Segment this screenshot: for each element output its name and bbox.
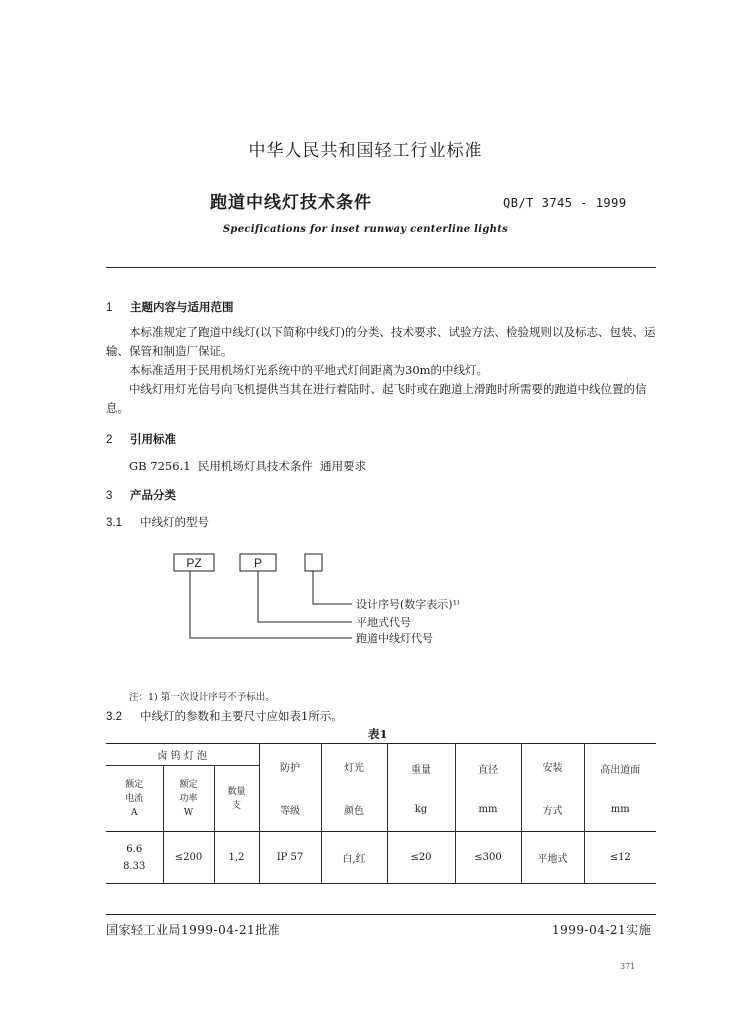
cell-rated-current-2: 8.33 — [123, 860, 146, 872]
cell-quantity: 1,2 — [214, 832, 259, 884]
header-rated-current-line1: 额定 — [125, 779, 144, 790]
implementation-date: 1999-04-21实施 — [552, 923, 652, 937]
cell-diameter: ≤300 — [455, 832, 521, 884]
header-rated-power — [163, 766, 214, 832]
header-light-color — [321, 744, 387, 832]
model-box-pz-label: PZ — [186, 556, 202, 570]
section-1-paragraph: 中线灯用灯光信号向飞机提供当其在进行着陆时、起飞时或在跑道上滑跑时所需要的跑道中线位置的信息。 — [106, 382, 647, 415]
section-1-number: 1 — [106, 302, 113, 314]
model-box-p-label: P — [253, 556, 263, 570]
document-title: 跑道中线灯技术条件 — [210, 193, 372, 213]
referenced-standard: GB 7256.1 民用机场灯具技术条件 通用要求 — [129, 459, 367, 473]
model-box-design — [305, 554, 322, 571]
section-3-2-title: 中线灯的参数和主要尺寸应如表1所示。 — [140, 709, 343, 723]
table-caption: 表1 — [368, 727, 388, 741]
cell-height: ≤12 — [584, 832, 656, 884]
footer-divider — [106, 914, 656, 915]
label-flush-type: 平地式代号 — [356, 616, 411, 629]
section-2-title: 引用标准 — [130, 432, 176, 446]
approval-statement: 国家轻工业局1999-04-21批准 — [106, 923, 281, 937]
cell-rated-current-1: 6.6 — [126, 843, 143, 855]
section-1-paragraph: 本标准规定了跑道中线灯(以下简称中线灯)的分类、技术要求、试验方法、检验规则以及标志、包装、运输、保管和制造厂保证。 — [106, 325, 656, 358]
cell-installation: 平地式 — [521, 832, 584, 884]
section-3-title: 产品分类 — [130, 488, 176, 502]
section-2-heading — [106, 431, 176, 447]
header-weight-line1: 重量 — [411, 764, 431, 776]
header-diameter-line2: mm — [478, 803, 498, 815]
section-1-heading — [106, 299, 234, 315]
section-1-body — [106, 323, 658, 418]
header-installation — [521, 744, 584, 832]
model-code-diagram — [160, 548, 500, 658]
header-rated-current — [106, 766, 163, 832]
footnote: 注：1) 第一次设计序号不予标出。 — [129, 692, 275, 703]
section-2-number: 2 — [106, 434, 113, 446]
label-centerline-code: 跑道中线灯代号 — [356, 632, 433, 645]
cell-rated-current — [106, 832, 163, 884]
header-diameter — [455, 744, 521, 832]
header-weight-line2: kg — [414, 803, 428, 815]
header-installation-line2: 方式 — [542, 805, 563, 817]
section-3-1-title: 中线灯的型号 — [140, 515, 209, 529]
section-3-2-heading — [106, 708, 343, 724]
section-3-1-number: 3.1 — [106, 517, 122, 529]
label-design-number: 设计序号(数字表示)¹⁾ — [356, 598, 460, 611]
header-protection — [259, 744, 321, 832]
header-divider — [106, 267, 656, 268]
leader-design — [313, 571, 352, 604]
standard-code: QB/T 3745 - 1999 — [503, 196, 627, 210]
header-rated-power-line2: 功率 — [179, 793, 198, 804]
header-rated-power-unit: W — [183, 807, 194, 818]
header-quantity-unit: 支 — [231, 800, 241, 811]
section-3-number: 3 — [106, 490, 113, 502]
header-diameter-line1: 直径 — [478, 764, 498, 776]
page-number: 371 — [620, 962, 636, 971]
header-height — [584, 744, 656, 832]
header-height-line1: 高出道面 — [600, 764, 641, 776]
header-light-color-line2: 颜色 — [344, 805, 364, 817]
header-protection-line1: 防护 — [280, 762, 300, 774]
header-rated-current-unit: A — [131, 807, 138, 818]
header-weight — [387, 744, 455, 832]
header-protection-line2: 等级 — [280, 805, 300, 817]
header-height-line2: mm — [610, 803, 630, 815]
english-title: Specifications for inset runway centerline lights — [222, 224, 509, 235]
header-light-color-line1: 灯光 — [344, 762, 364, 774]
cell-weight: ≤20 — [387, 832, 455, 884]
section-1-paragraph: 本标准适用于民用机场灯光系统中的平地式灯间距离为30m的中线灯。 — [129, 363, 489, 377]
leader-type — [258, 571, 352, 622]
table-row — [106, 832, 656, 884]
cell-protection: IP 57 — [259, 832, 321, 884]
header-installation-line1: 安装 — [542, 762, 563, 774]
cell-light-color: 白,红 — [321, 832, 387, 884]
section-1-title: 主题内容与适用范围 — [130, 300, 234, 314]
section-3-2-number: 3.2 — [106, 711, 122, 723]
header-rated-power-line1: 额定 — [179, 779, 198, 790]
section-3-1-heading — [106, 514, 209, 530]
header-quantity — [214, 766, 259, 832]
cell-rated-power: ≤200 — [163, 832, 214, 884]
header-quantity-line1: 数量 — [227, 786, 246, 797]
header-rated-current-line2: 电流 — [125, 793, 144, 804]
parameters-table — [106, 743, 656, 884]
section-3-heading — [106, 487, 176, 503]
standard-organization: 中华人民共和国轻工行业标准 — [248, 141, 483, 161]
group-header-halogen-lamp: 卤 钨 灯 泡 — [106, 744, 259, 766]
